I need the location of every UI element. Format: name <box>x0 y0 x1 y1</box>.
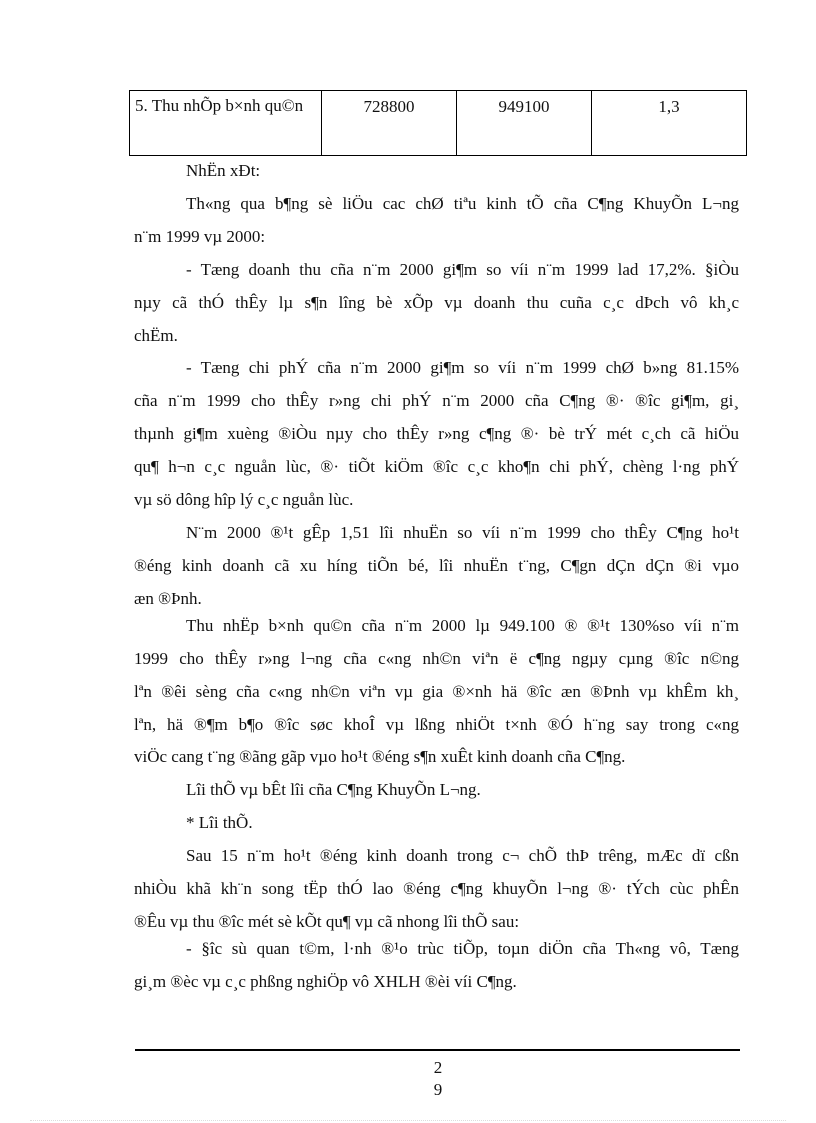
paragraph-line: N¨m 2000 ®¹t gÊp 1,51 lîi nhuËn so víi n¨m 1999 cho thÊy C¶ng ho¹t <box>186 523 739 542</box>
row-label: 5. Thu nhÕp b×nh qu©n <box>130 91 322 156</box>
page-edge <box>30 1120 786 1121</box>
paragraph-line: æn ®Þnh. <box>134 589 202 608</box>
ratio: 1,3 <box>592 91 747 156</box>
paragraph-line: ®Êu vµ thu ®îc mét sè kÕt qu¶ vµ cã nhong lîi thÕ sau: <box>134 912 520 931</box>
paragraph-line: nµy cã thÓ thÊy lµ s¶n lîng bè xÕp vµ doanh thu cuña c¸c dÞch vô kh¸c <box>134 293 739 312</box>
paragraph-line: chËm. <box>134 326 178 345</box>
paragraph-line: vµ sö dông hîp lý c¸c nguån lùc. <box>134 490 354 509</box>
paragraph-line: cña n¨m 1999 cho thÊy r»ng chi phÝ n¨m 2000 cña C¶ng ®· ®îc gi¶m, gi¸ <box>134 391 739 410</box>
paragraph-line: * Lîi thÕ. <box>186 813 253 832</box>
page-number: 2 <box>433 1058 443 1077</box>
paragraph-line: Thu nhËp b×nh qu©n cña n¨m 2000 lµ 949.100 ® ®¹t 130%so víi n¨m <box>186 616 739 635</box>
paragraph-line: NhËn xÐt: <box>186 161 261 180</box>
paragraph-line: n¨m 1999 vµ 2000: <box>134 227 266 246</box>
page-number: 9 <box>433 1080 443 1099</box>
table-row <box>130 91 747 156</box>
paragraph-line: nhiÒu khã kh¨n song tËp thÓ lao ®éng c¶ng khuyÕn l¬ng ®· tÝch cùc phÊn <box>134 879 739 898</box>
value-1999: 728800 <box>322 91 457 156</box>
paragraph-line: Lîi thÕ vµ bÊt lîi cña C¶ng KhuyÕn L¬ng. <box>186 780 481 799</box>
paragraph-line: Th«ng qua b¶ng sè liÖu cac chØ tiªu kinh tÕ cña C¶ng KhuyÕn L¬ng <box>186 194 739 213</box>
paragraph-line: gi¸m ®èc vµ c¸c phßng nghiÖp vô XHLH ®èi víi C¶ng. <box>134 972 517 991</box>
paragraph-line: - §îc sù quan t©m, l·nh ®¹o trùc tiÕp, toµn diÖn cña Th«ng vô, Tæng <box>186 939 739 958</box>
paragraph-line: lªn, hä ®¶m b¶o ®îc søc khoÎ vµ lßng nhiÖt t×nh ®Ó h¨ng say trong c«ng <box>134 715 739 734</box>
value-2000: 949100 <box>457 91 592 156</box>
footer-divider <box>135 1049 740 1051</box>
paragraph-line: thµnh gi¶m xuèng ®iÒu nµy cho thÊy r»ng c¶ng ®· bè trÝ mét c¸ch cã hiÖu <box>134 424 739 443</box>
paragraph-line: Sau 15 n¨m ho¹t ®éng kinh doanh trong c¬ chÕ thÞ trêng, mÆc dï cßn <box>186 846 739 865</box>
paragraph-line: viÖc cang t¨ng ®ãng gãp vµo ho¹t ®éng s¶n xuÊt kinh doanh cña C¶ng. <box>134 747 626 766</box>
paragraph-line: ®éng kinh doanh cã xu híng tiÕn bé, lîi nhuËn t¨ng, C¶gn dÇn dÇn ®i vµo <box>134 556 739 575</box>
paragraph-line: - Tæng doanh thu cña n¨m 2000 gi¶m so víi n¨m 1999 lad 17,2%. §iÒu <box>186 260 739 279</box>
income-table <box>129 90 747 156</box>
paragraph-line: qu¶ h¬n c¸c nguån lùc, ®· tiÕt kiÖm ®îc c¸c kho¶n chi phÝ, chèng l·ng phÝ <box>134 457 739 476</box>
paragraph-line: lªn ®êi sèng cña c«ng nh©n viªn vµ gia ®×nh hä ®îc æn ®Þnh vµ khÊm kh¸ <box>134 682 739 701</box>
paragraph-line: 1999 cho thÊy r»ng l¬ng cña c«ng nh©n viªn ë c¶ng ngµy cµng ®îc n©ng <box>134 649 739 668</box>
paragraph-line: - Tæng chi phÝ cña n¨m 2000 gi¶m so víi n¨m 1999 chØ b»ng 81.15% <box>186 358 739 377</box>
